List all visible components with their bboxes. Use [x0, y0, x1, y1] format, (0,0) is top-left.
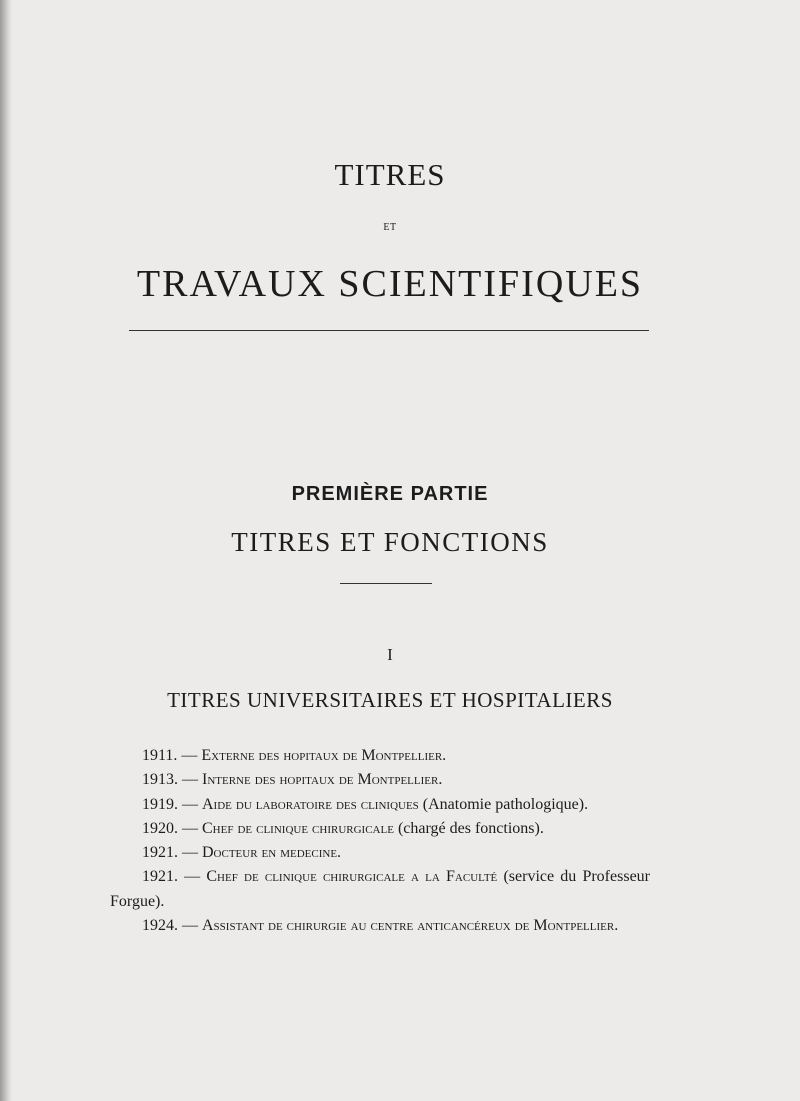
entry-separator: — [178, 844, 202, 862]
entry-text: Externe des hopitaux de Montpellier. [201, 747, 447, 764]
entry-year: 1924. [142, 917, 178, 935]
entry-year: 1919. [142, 795, 178, 813]
entry-text: Aide du laboratoire des cliniques [202, 795, 419, 813]
entry-separator: — [178, 917, 202, 935]
main-title-line1: TITRES [334, 157, 446, 192]
list-item [110, 768, 650, 792]
list-item [110, 865, 650, 914]
entry-year: 1921. [142, 868, 178, 886]
part-label: PREMIÈRE PARTIE [291, 483, 489, 505]
entry-list [110, 744, 650, 938]
main-title-line2: TRAVAUX SCIENTIFIQUES [136, 263, 644, 305]
list-item [110, 744, 650, 768]
section-number: I [387, 645, 393, 664]
entry-year: 1911. [142, 747, 178, 764]
entry-year: 1913. [142, 771, 178, 789]
entry-separator: — [178, 819, 202, 837]
entry-text: Assistant de chirurgie au centre anticancéreux de Montpellier. [202, 917, 619, 935]
title-divider [129, 330, 649, 331]
entry-extra: (chargé des fonctions). [393, 819, 544, 837]
section-title: TITRES UNIVERSITAIRES ET HOSPITALIERS [167, 688, 613, 712]
entry-separator: — [178, 771, 202, 789]
entry-extra: (Anatomie pathologique). [418, 795, 589, 813]
list-item [110, 914, 650, 938]
main-title-conjunction: ET [383, 222, 397, 233]
entry-year: 1921. [142, 844, 178, 862]
entry-text: Interne des hopitaux de Montpellier. [202, 771, 443, 789]
entry-text: Chef de clinique chirurgicale a la Faculté [206, 868, 498, 886]
entry-separator: — [178, 868, 207, 886]
entry-separator: — [177, 747, 202, 764]
entry-text: Docteur en medecine. [202, 844, 342, 862]
list-item [110, 841, 650, 865]
part-title: TITRES ET FONCTIONS [231, 527, 549, 557]
entry-separator: — [178, 795, 202, 813]
part-divider [340, 583, 432, 584]
entry-text: Chef de clinique chirurgicale [202, 819, 394, 837]
list-item [110, 817, 650, 841]
list-item [110, 793, 650, 817]
entry-extra: (service du Professeur Forgue). [110, 868, 650, 910]
entry-year: 1920. [142, 819, 178, 837]
